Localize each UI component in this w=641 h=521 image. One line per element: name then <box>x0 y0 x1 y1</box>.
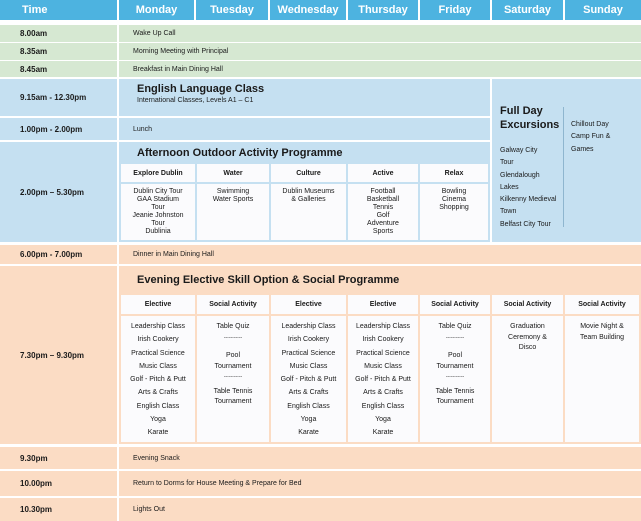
evening-col-header: Social Activity <box>565 295 639 314</box>
list-item: Tournament <box>214 398 252 405</box>
afternoon-col-header: Active <box>348 164 418 182</box>
header-sunday: Sunday <box>565 0 641 20</box>
list-item: Lakes <box>500 183 519 191</box>
list-item: Tournament <box>436 398 474 405</box>
evening-col-header: Social Activity <box>420 295 490 314</box>
evening-title: Evening Elective Skill Option & Social Programme <box>137 274 400 286</box>
evening-col-header: Elective <box>271 295 346 314</box>
list-item: & Galleries <box>291 196 326 203</box>
time-english: 9.15am - 12.30pm <box>0 79 117 116</box>
list-item: Tournament <box>214 362 252 370</box>
list-item: Karate <box>372 429 394 437</box>
list-item: Shopping <box>439 204 469 211</box>
list-item: Music Class <box>139 362 177 370</box>
time-afternoon: 2.00pm – 5.30pm <box>0 142 117 242</box>
list-item: Golf <box>376 212 390 219</box>
list-item: English Class <box>287 402 330 410</box>
afternoon-col-header: Water <box>197 164 269 182</box>
activity-dinner: Dinner in Main Dining Hall <box>119 245 641 264</box>
list-item: GAA Stadium <box>136 196 180 203</box>
afternoon-title: Afternoon Outdoor Activity Programme <box>137 147 343 159</box>
header-wednesday: Wednesday <box>270 0 346 20</box>
evening-col-header: Elective <box>348 295 418 314</box>
list-item: Chillout Day <box>571 121 609 128</box>
list-item: Practical Science <box>131 349 185 357</box>
activity-breakfast: Breakfast in Main Dining Hall <box>119 61 641 77</box>
header-saturday: Saturday <box>492 0 563 20</box>
activity-lights: Lights Out <box>119 498 641 521</box>
afternoon-col-culture <box>271 184 346 240</box>
list-item: Tournament <box>436 362 474 370</box>
header-friday: Friday <box>420 0 490 20</box>
english-class-block <box>119 79 490 116</box>
list-item: Yoga <box>300 416 317 424</box>
list-item: Table Quiz <box>438 323 472 330</box>
evening-col-social-friday <box>420 316 490 442</box>
list-item: Golf - Pitch & Putt <box>280 376 337 384</box>
header-tuesday: Tuesday <box>196 0 268 20</box>
list-item: Team Building <box>580 333 624 341</box>
activity-meeting: Morning Meeting with Principal <box>119 43 641 60</box>
time-evening: 7.30pm – 9.30pm <box>0 266 117 444</box>
list-item: Arts & Crafts <box>138 389 178 397</box>
excursions-title-line2: Excursions <box>500 119 560 131</box>
list-item: Yoga <box>150 416 166 424</box>
time-wake: 8.00am <box>0 25 117 42</box>
evening-col-header: Elective <box>121 295 195 314</box>
time-dorms: 10.00pm <box>0 471 117 496</box>
list-item: Bowling <box>441 188 467 195</box>
list-item: Music Class <box>364 362 402 370</box>
list-item: Dublinia <box>145 228 171 235</box>
list-item: Irish Cookery <box>137 336 179 344</box>
list-item: Belfast City Tour <box>500 220 551 228</box>
separator: ----------- <box>445 374 465 380</box>
evening-col-social-tuesday <box>197 316 269 442</box>
excursions-title <box>500 104 559 132</box>
excursions-saturday <box>500 145 556 231</box>
afternoon-col-header: Relax <box>420 164 488 182</box>
afternoon-col-header: Explore Dublin <box>121 164 195 182</box>
list-item: Kilkenny Medieval <box>500 196 557 204</box>
list-item: Golf - Pitch & Putt <box>355 376 411 384</box>
list-item: Arts & Crafts <box>288 389 329 397</box>
list-item: Table Tennis <box>435 387 475 395</box>
list-item: Disco <box>518 344 537 351</box>
separator: ----------- <box>445 334 465 341</box>
header-time: Time <box>0 0 117 20</box>
time-lights: 10.30pm <box>0 498 117 521</box>
header-monday: Monday <box>119 0 194 20</box>
list-item: Tour <box>500 159 514 167</box>
list-item: Tennis <box>372 204 394 211</box>
list-item: Irish Cookery <box>362 336 404 344</box>
evening-col-header: Social Activity <box>492 295 563 314</box>
list-item: Town <box>500 208 517 216</box>
evening-col-elective-monday <box>121 316 195 442</box>
list-item: Yoga <box>375 416 391 424</box>
afternoon-col-active <box>348 184 418 240</box>
afternoon-col-water <box>197 184 269 240</box>
list-item: English Class <box>361 402 405 410</box>
list-item: Dublin Museums <box>282 188 335 195</box>
list-item: Glendalough <box>500 171 540 179</box>
list-item: Water Sports <box>212 196 254 203</box>
list-item: Movie Night & <box>580 323 624 330</box>
list-item: Swimming <box>216 188 250 195</box>
list-item: Ceremony & <box>508 333 547 341</box>
afternoon-col-explore-dublin <box>121 184 195 240</box>
excursions-sunday <box>571 119 610 156</box>
time-dinner: 6.00pm - 7.00pm <box>0 245 117 264</box>
evening-col-elective-thursday <box>348 316 418 442</box>
list-item: Pool <box>447 352 462 359</box>
list-item: Leadership Class <box>281 323 336 330</box>
list-item: Golf - Pitch & Putt <box>130 376 186 384</box>
list-item: Dublin City Tour <box>133 188 183 195</box>
list-item: Tour <box>151 220 165 227</box>
list-item: Camp Fun & <box>571 133 611 141</box>
list-item: Football <box>370 188 396 195</box>
evening-col-elective-wednesday <box>271 316 346 442</box>
evening-col-social-saturday <box>492 316 563 442</box>
evening-col-social-sunday <box>565 316 639 442</box>
activity-dorms: Return to Dorms for House Meeting & Prepare for Bed <box>119 471 641 496</box>
list-item: Games <box>571 145 594 153</box>
excursions-title-line1: Full Day <box>500 105 543 117</box>
list-item: Adventure <box>367 220 399 227</box>
list-item: Cinema <box>441 196 467 203</box>
list-item: Leadership Class <box>355 323 411 330</box>
list-item: Practical Science <box>281 349 336 357</box>
time-meeting: 8.35am <box>0 43 117 60</box>
time-lunch: 1.00pm - 2.00pm <box>0 118 117 140</box>
evening-col-header: Social Activity <box>197 295 269 314</box>
list-item: Table Tennis <box>213 387 253 395</box>
list-item: Graduation <box>510 323 545 330</box>
english-class-title: English Language Class <box>137 83 265 95</box>
list-item: Practical Science <box>356 349 410 357</box>
time-breakfast: 8.45am <box>0 61 117 77</box>
activity-lunch: Lunch <box>119 118 490 140</box>
afternoon-col-relax <box>420 184 488 240</box>
excursions-block <box>492 79 641 242</box>
list-item: Irish Cookery <box>287 336 330 344</box>
excursions-divider <box>563 107 564 227</box>
list-item: Sports <box>372 228 394 235</box>
time-snack: 9.30pm <box>0 447 117 469</box>
list-item: Music Class <box>289 362 328 370</box>
english-class-subtitle: International Classes, Levels A1 – C1 <box>137 97 254 104</box>
header-thursday: Thursday <box>348 0 418 20</box>
list-item: Leadership Class <box>130 323 186 330</box>
list-item: English Class <box>136 402 180 410</box>
activity-wake: Wake Up Call <box>119 25 641 42</box>
list-item: Pool <box>225 352 240 359</box>
afternoon-col-header: Culture <box>271 164 346 182</box>
list-item: Karate <box>147 429 169 437</box>
list-item: Jeanie Johnston <box>132 212 184 219</box>
list-item: Arts & Crafts <box>363 389 403 397</box>
separator: ----------- <box>223 374 243 380</box>
list-item: Table Quiz <box>216 323 250 330</box>
activity-snack: Evening Snack <box>119 447 641 469</box>
separator: ----------- <box>223 334 243 341</box>
list-item: Tour <box>151 204 165 211</box>
list-item: Karate <box>298 429 319 437</box>
list-item: Galway City <box>500 147 538 154</box>
list-item: Basketball <box>366 196 400 203</box>
